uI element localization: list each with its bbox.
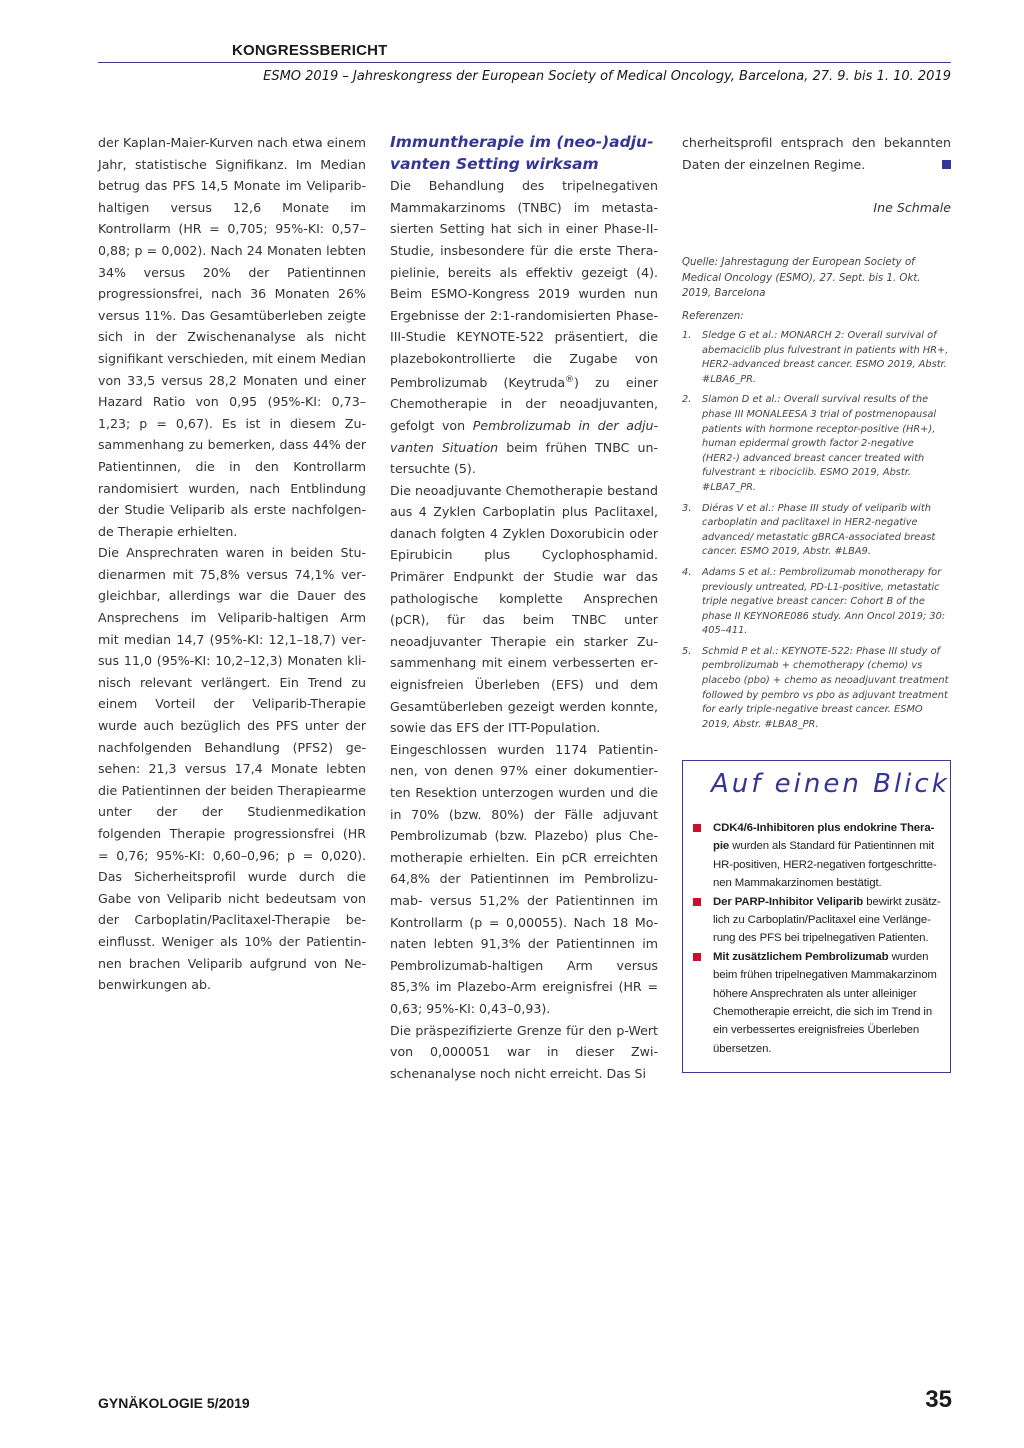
- reference-item: [682, 329, 951, 387]
- summary-item-text: wurden als Standard für Patientinnen mit HR-positiven, HER2-negativen fortgeschrittenen Mammakarzinomen bestätigt.: [713, 840, 937, 890]
- reference-item: [682, 502, 951, 560]
- author-name: Ine Schmale: [873, 200, 951, 215]
- col1-paragraph-1: der Kaplan-Maier-Kurven nach etwa einem Jahr, statistische Signifikanz. Im Median betrug das PFS 14,5 Monate im Veliparib-haltigen versus 12,6 Monate im Kontrollarm (HR = 0,705; 95%-KI: 0,57–0,88; p = 0,002). Nach 24 Monaten lebten 34% versus 20% der Patientinnen progressionsfrei, nach 36 Monaten 26% versus 11%. Das Gesamtüberleben zeigte sich in der Zwischenanalyse als nicht signifikant verschieden, mit einem Median von 33,5 versus 28,2 Monaten und einer Hazard Ratio von 0,95 (95%-KI: 0,73–1,23; p = 0,67). Es ist in diesem Zusammenhang zu bemerken, dass 44% der Patientinnen, die in den Kontrollarm randomisiert wurden, nach Entblindung der Studie Veliparib als erste nachfolgende Therapie erhielten.: [98, 135, 366, 539]
- reference-text: Diéras V et al.: Phase III study of veliparib with carboplatin and paclitaxel in HER2-negative advanced/ metastatic gBRCA-associated breast cancer. ESMO 2019, Abstr. #LBA9.: [702, 502, 936, 558]
- reference-item: [682, 393, 951, 495]
- summary-item: [693, 948, 941, 1058]
- journal-footer: GYNÄKOLOGIE 5/2019: [98, 1395, 250, 1411]
- article-column-3: [682, 132, 951, 175]
- page-number: 35: [925, 1386, 952, 1413]
- references-title: Referenzen:: [682, 311, 744, 322]
- header-rule: [98, 62, 951, 63]
- reference-item: [682, 566, 951, 639]
- reference-text: Schmid P et al.: KEYNOTE-522: Phase III study of pembrolizumab + chemotherapy (chemo) vs placebo (pbo) + chemo as neoadjuvant treatment followed by pembro vs pbo as adjuvant treatment for early triple-negative breast cancer. ESMO 2019, Abstr. #LBA8_PR.: [702, 645, 949, 730]
- references-list: [682, 329, 951, 738]
- reference-text: Slamon D et al.: Overall survival results of the phase III MONALEESA 3 trial of postmenopausal patients with hormone receptor-positive (HR+), human epidermal growth factor 2-negative (HER2-) advanced breast cancer treated with fulvestrant ± ribociclib. ESMO 2019, Abstr. #LBA7_PR.: [702, 394, 937, 493]
- summary-item: [693, 893, 941, 948]
- registered-mark: ®: [565, 374, 575, 385]
- article-column-1: [98, 132, 366, 996]
- bullet-square-icon: [693, 824, 701, 832]
- summary-item-bold: Der PARP-Inhibitor Veliparib: [713, 895, 864, 908]
- section-heading: Immuntherapie im (neo-)adjuvanten Setting wirksam: [390, 133, 654, 173]
- col2-paragraph-2: Die neoadjuvante Chemotherapie bestand aus 4 Zyklen Carboplatin plus Paclitaxel, danach folgten 4 Zyklen Doxorubicin oder Epirubicin plus Cyclophosphamid. Primärer Endpunkt der Studie war das pathologische komplette Ansprechen (pCR), für das beim TNBC unter neoadjuvanter Therapie ein starker Zusammenhang mit einem verbesserten ereignisfreien Überleben (EFS) und dem Gesamtüberleben gezeigt werden konnte, sowie das EFS der ITT-Population.: [390, 482, 658, 736]
- reference-number: 4.: [682, 566, 692, 578]
- summary-item-text: wurden beim frühen tripelnegativen Mammakarzinom höhere Ansprechraten als unter alleiniger Chemotherapie erreicht, die sich im Trend in ein verbessertes ereignisfreies Überleben übersetzen.: [713, 950, 937, 1055]
- end-of-article-square-icon: [942, 160, 951, 169]
- running-header-title: KONGRESSBERICHT: [232, 42, 388, 59]
- summary-box: [682, 760, 951, 1073]
- col2-paragraph-4: Die präspezifizierte Grenze für den p-Wert von 0,000051 war in dieser Zwischenanalyse noch nicht erreicht. Das Si: [390, 1022, 658, 1081]
- col2-paragraph-1: [390, 175, 658, 480]
- reference-number: 5.: [682, 645, 692, 657]
- bullet-square-icon: [693, 953, 701, 961]
- reference-number: 3.: [682, 502, 692, 514]
- reference-number: 2.: [682, 394, 692, 406]
- reference-text: Adams S et al.: Pembrolizumab monotherapy for previously untreated, PD-L1-positive, metastatic triple negative breast cancer: Cohort B of the phase II KEYNORE086 study. Ann Oncol 2019; 30: 405–411.: [702, 566, 946, 637]
- reference-number: 1.: [682, 330, 692, 341]
- source-note: Quelle: Jahrestagung der European Society of Medical Oncology (ESMO), 27. Sept. bis 1. Okt. 2019, Barcelona: [682, 257, 921, 299]
- col1-paragraph-2: Die Ansprechraten waren in beiden Studienarmen mit 75,8% versus 74,1% vergleichbar, allerdings war die Dauer des Ansprechens im Veliparib-haltigen Arm mit median 14,7 (95%-KI: 12,1–18,7) versus 11,0 (95%-KI: 10,2–12,3) Monaten klinisch relevant verlängert. Ein Trend zu einem Vorteil der Veliparib-Therapie wurde auch bezüglich des PFS unter der nachfolgenden Behandlung (PFS2) gesehen: 21,3 versus 17,4 Monate lebten die Patientinnen der beiden Therapiearme unter der der Studienmedikation folgenden Therapie progressionsfrei (HR = 0,76; 95%-KI: 0,60–0,96; p = 0,020). Das Sicherheitsprofil wurde durch die Gabe von Veliparib nicht bedeutsam von der Carboplatin/Paclitaxel-Therapie beeinflusst. Weniger als 10% der Patientinnen brachen Veliparib aufgrund von Nebenwirkungen ab.: [98, 545, 366, 993]
- col3-paragraph-1: [682, 132, 951, 175]
- summary-item-text: bewirkt zusätzlich zu Carboplatin/Paclitaxel eine Verlängerung des PFS bei tripelnegativen Patienten.: [713, 895, 941, 945]
- article-column-2: [390, 132, 658, 1084]
- summary-list: [693, 819, 941, 1058]
- summary-item: [693, 819, 941, 893]
- reference-item: [682, 645, 951, 733]
- running-header-subtitle: ESMO 2019 – Jahreskongress der European Society of Medical Oncology, Barcelona, 27. 9. bis 1. 10. 2019: [263, 69, 951, 84]
- summary-item-bold: Mit zusätzlichem Pembrolizumab: [713, 950, 889, 963]
- summary-box-title: Auf einen Blick: [711, 769, 950, 799]
- col3-p1-text: cherheitsprofil entsprach den bekannten Daten der einzelnen Regime.: [682, 135, 951, 172]
- col2-p1-text-c: beim frühen TNBC untersuchte (5).: [390, 439, 659, 477]
- col2-p1-text-b: ) zu einer Chemotherapie in der neoadjuvanten, gefolgt von: [390, 374, 659, 433]
- col2-p1-text-a: Die Behandlung des tripelnegativen Mammakarzinoms (TNBC) im metastasierten Setting hat sich in einer Phase-II-Studie, insbesondere für die erste Therapielinie, bereits als effektiv gezeigt (4). Beim ESMO-Kongress 2019 wurden nun Ergebnisse der 2:1-randomisierten Phase-III-Studie KEYNOTE-522 präsentiert, die plazebokontrollierte die Zugabe von Pembrolizumab (Keytruda: [390, 178, 658, 390]
- summary-item-bold: CDK4/6-Inhibitoren plus endokrine Therapie: [713, 822, 935, 853]
- col2-paragraph-3: Eingeschlossen wurden 1174 Patientinnen, von denen 97% einer dokumentierten Resektion unterzogen wurden und die in 70% (bzw. 80%) der Fälle adjuvant Pembrolizumab (bzw. Plazebo) plus Chemotherapie erhielten. Ein pCR erreichten 64,8% der Patientinnen im Pembrolizumab- versus 51,2% der Patientinnen im Kontrollarm (p = 0,00055). Nach 18 Monaten lebten 91,3% der Patientinnen im Pembrolizumab-haltigen Arm versus 85,3% im Plazebo-Arm ereignisfrei (HR = 0,63; 95%-KI: 0,43–0,93).: [390, 741, 658, 1016]
- bullet-square-icon: [693, 898, 701, 906]
- reference-text: Sledge G et al.: MONARCH 2: Overall survival of abemaciclib plus fulvestrant in patients with HR+, HER2-advanced breast cancer. ESMO 2019, Abstr. #LBA6_PR.: [702, 330, 949, 385]
- col2-p1-italic: Pembrolizumab in der adjuvanten Situation: [390, 417, 658, 455]
